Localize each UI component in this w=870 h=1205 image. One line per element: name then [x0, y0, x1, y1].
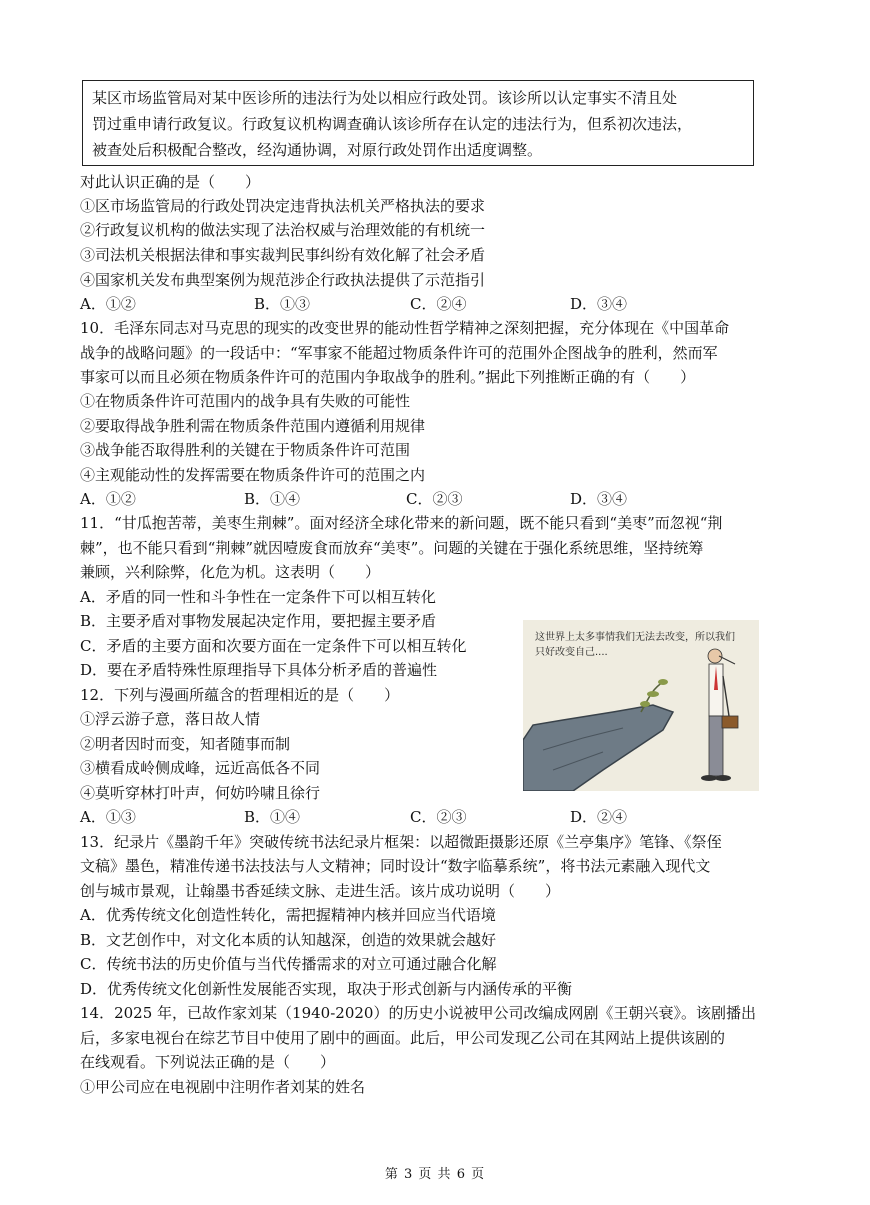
q10-item-1: ①在物质条件许可范围内的战争具有失败的可能性 [80, 392, 411, 410]
q9-option-b: B．①③ [254, 295, 311, 313]
q12-option-c: C．②③ [410, 808, 467, 826]
q12-item-4: ④莫听穿林打叶声，何妨吟啸且徐行 [80, 784, 321, 802]
q11-line-2: 棘”，也不能只看到“荆棘”就因噎废食而放弃“美枣”。问题的关键在于强化系统思维，坚持统筹 [80, 539, 704, 557]
q10-item-4: ④主观能动性的发挥需要在物质条件许可的范围之内 [80, 466, 426, 484]
q11-option-a: A．矛盾的同一性和斗争性在一定条件下可以相互转化 [80, 588, 436, 606]
q9-item-2: ②行政复议机构的做法实现了法治权威与治理效能的有机统一 [80, 221, 486, 239]
material-line: 被查处后积极配合整改，经沟通协调，对原行政处罚作出适度调整。 [92, 141, 543, 159]
q9-options [80, 294, 780, 314]
q9-option-d: D．③④ [570, 295, 628, 313]
q9-item-4: ④国家机关发布典型案例为规范涉企行政执法提供了示范指引 [80, 271, 486, 289]
q10-item-3: ③战争能否取得胜利的关键在于物质条件许可范围 [80, 441, 411, 459]
q12-option-a: A．①③ [80, 808, 136, 826]
q12-options [80, 807, 780, 827]
q14-item-1: ①甲公司应在电视剧中注明作者刘某的姓名 [80, 1078, 366, 1096]
q9-option-a: A．①② [80, 295, 136, 313]
q12-option-d: D．②④ [570, 808, 628, 826]
q11-option-b: B．主要矛盾对事物发展起决定作用，要把握主要矛盾 [80, 612, 437, 630]
page-footer: 第 3 页 共 6 页 [384, 1167, 486, 1182]
q10-option-d: D．③④ [570, 490, 628, 508]
q14-line-3: 在线观看。下列说法正确的是（ ） [80, 1053, 336, 1071]
q13-option-b: B．文艺创作中，对文化本质的认知越深，创造的效果就会越好 [80, 931, 497, 949]
q11-line-1: 11．“甘瓜抱苦蒂，美枣生荆棘”。面对经济全球化带来的新问题，既不能只看到“美枣”而忽视“荆 [80, 514, 723, 532]
q9-item-1: ①区市场监管局的行政处罚决定违背执法机关严格执法的要求 [80, 197, 486, 215]
q13-option-c: C．传统书法的历史价值与当代传播需求的对立可通过融合化解 [80, 955, 497, 973]
q10-options [80, 489, 780, 509]
material-line: 某区市场监管局对某中医诊所的违法行为处以相应行政处罚。该诊所以认定事实不清且处 [92, 89, 678, 107]
q11-option-c: C．矛盾的主要方面和次要方面在一定条件下可以相互转化 [80, 637, 467, 655]
q11-line-3: 兼顾，兴利除弊，化危为机。这表明（ ） [80, 563, 381, 581]
q10-line-1: 10．毛泽东同志对马克思的现实的改变世界的能动性哲学精神之深刻把握，充分体现在《中国革命 [80, 319, 730, 337]
material-line: 罚过重申请行政复议。行政复议机构调查确认该诊所存在认定的违法行为，但系初次违法， [92, 115, 693, 133]
q12-item-3: ③横看成岭侧成峰，远近高低各不同 [80, 759, 321, 777]
q10-option-a: A．①② [80, 490, 136, 508]
q10-line-3: 事家可以而且必须在物质条件许可的范围内争取战争的胜利。”据此下列推断正确的有（ ） [80, 368, 696, 386]
q12-item-1: ①浮云游子意，落日故人情 [80, 710, 261, 728]
material-box [82, 80, 754, 166]
q11-option-d: D．要在矛盾特殊性原理指导下具体分析矛盾的普遍性 [80, 661, 438, 679]
q13-line-1: 13．纪录片《墨韵千年》突破传统书法纪录片框架：以超微距摄影还原《兰亭集序》笔锋、《祭侄 [80, 833, 722, 851]
q13-option-a: A．优秀传统文化创造性转化，需把握精神内核并回应当代语境 [80, 906, 496, 924]
q12-item-2: ②明者因时而变，知者随事而制 [80, 735, 291, 753]
q10-option-c: C．②③ [406, 490, 463, 508]
q14-line-1: 14．2025 年，已故作家刘某（1940-2020）的历史小说被甲公司改编成网剧《王朝兴衰》。该剧播出 [80, 1004, 756, 1022]
cartoon-caption: 这世界上太多事情我们无法去改变，所以我们只好改变自己.... [535, 632, 735, 658]
q10-item-2: ②要取得战争胜利需在物质条件范围内遵循利用规律 [80, 417, 426, 435]
cartoon-image [523, 620, 759, 791]
q10-option-b: B．①④ [244, 490, 301, 508]
q12-option-b: B．①④ [244, 808, 301, 826]
q9-item-3: ③司法机关根据法律和事实裁判民事纠纷有效化解了社会矛盾 [80, 246, 486, 264]
q9-option-c: C．②④ [410, 295, 467, 313]
q9-stem: 对此认识正确的是（ ） [80, 173, 261, 191]
q13-option-d: D．优秀传统文化创新性发展能否实现，取决于形式创新与内涵传承的平衡 [80, 980, 573, 998]
q10-line-2: 战争的战略问题》的一段话中：“军事家不能超过物质条件许可的范围外企图战争的胜利，然而军 [80, 344, 718, 362]
q13-line-3: 创与城市景观，让翰墨书香延续文脉、走进生活。该片成功说明（ ） [80, 882, 561, 900]
q12-stem: 12．下列与漫画所蕴含的哲理相近的是（ ） [80, 686, 400, 704]
q13-line-2: 文稿》墨色，精准传递书法技法与人文精神；同时设计“数字临摹系统”，将书法元素融入现代文 [80, 857, 711, 875]
q14-line-2: 后，多家电视台在综艺节目中使用了剧中的画面。此后，甲公司发现乙公司在其网站上提供该剧的 [80, 1029, 726, 1047]
